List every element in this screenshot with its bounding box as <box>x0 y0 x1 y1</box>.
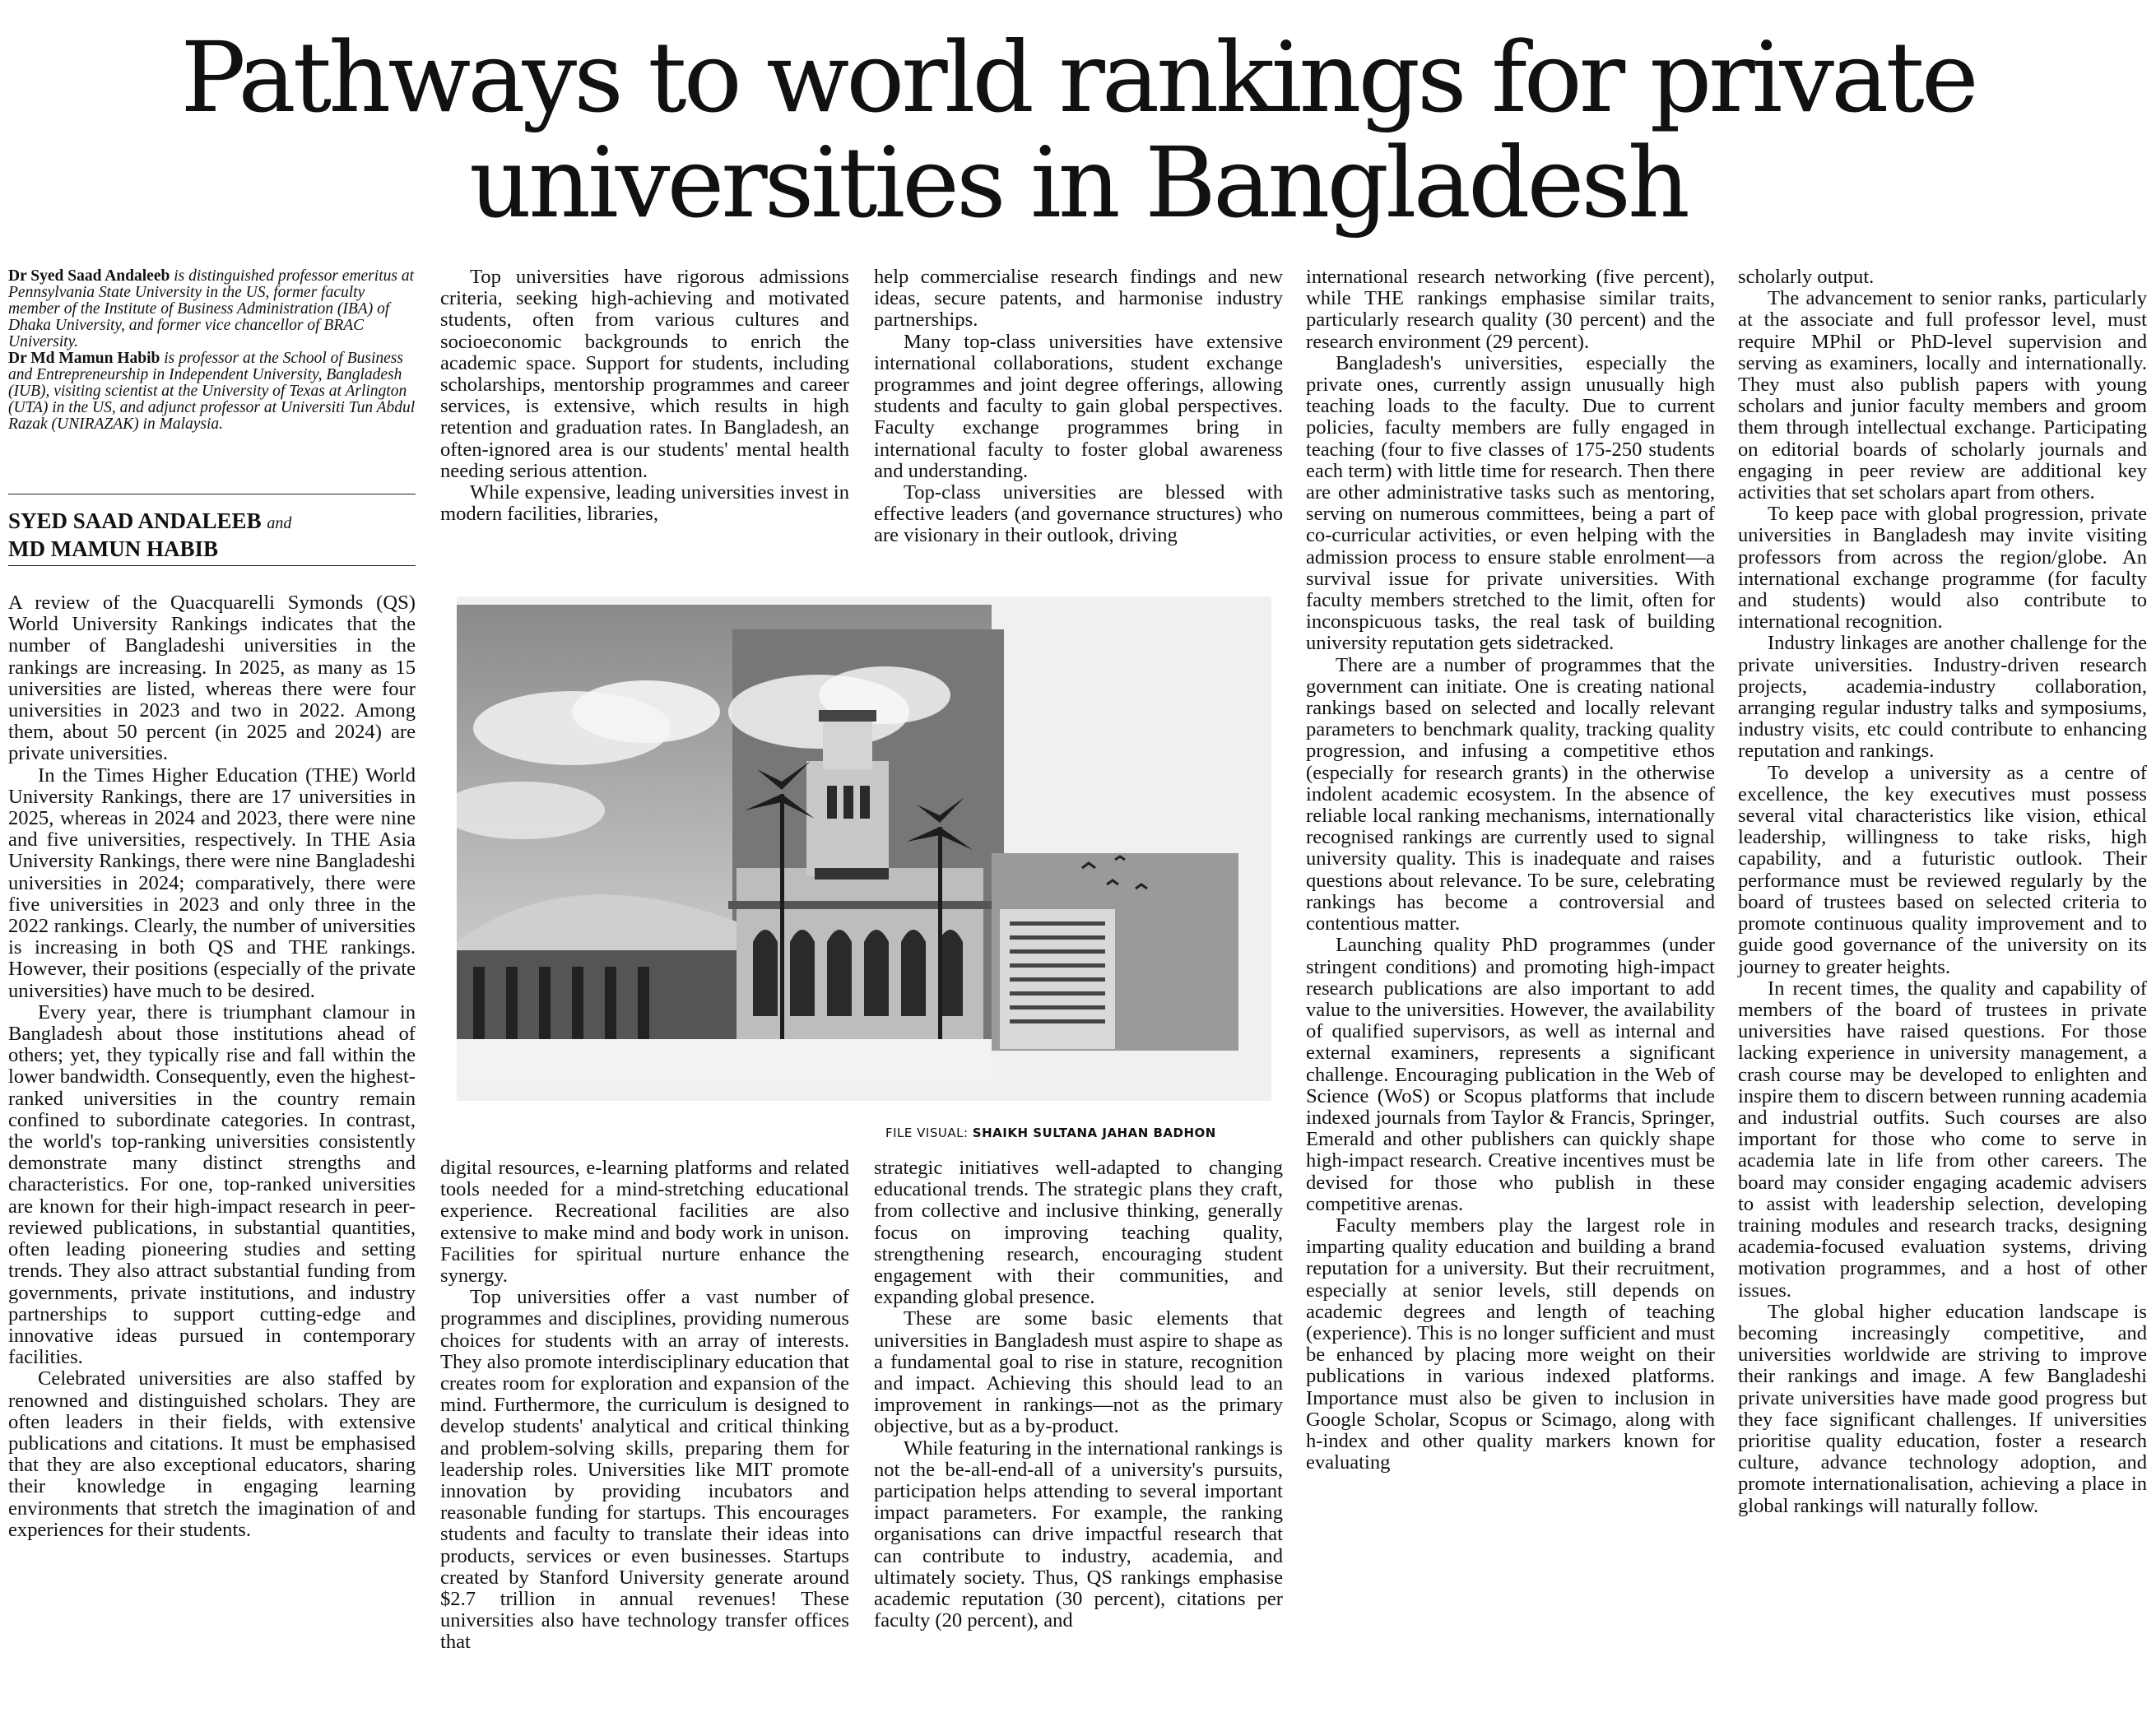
byline-author2: MD MAMUN HABIB <box>8 536 218 561</box>
column-5 <box>1738 267 2147 1517</box>
paragraph: The global higher education landscape is becoming increasingly competitive, and universities worldwide are striving to improve their rankings and image. A few Bangladeshi private universities have made good progress but they face significant challenges. If universities prioritise quality education, foster a research culture, advance technology adoption, and promote internationalisation, achieving a place in global rankings will naturally follow. <box>1738 1300 2147 1517</box>
paragraph: To keep pace with global progression, private universities in Bangladesh may invite visiting professors from across the region/globe. An international exchange programme (for faculty and students) would also contribute to international recognition. <box>1738 503 2147 634</box>
column-2-top <box>440 267 849 525</box>
paragraph: There are a number of programmes that the government can initiate. One is creating national rankings based on selected and locally relevant parameters to benchmark quality, tracking quality progression, and infusing a competitive ethos (especially for research grants) in the otherwise indolent academic ecosystem. In the absence of reliable local ranking mechanisms, internationally recognised rankings are currently used to signal university quality. This is inadequate and raises questions about relevance. To be sure, celebrating rankings has become a controversial and contentious matter. <box>1306 653 1715 935</box>
column-1 <box>8 592 416 1541</box>
byline-author1: SYED SAAD ANDALEEB <box>8 508 262 533</box>
column-3-bottom <box>874 1158 1283 1631</box>
paragraph: Industry linkages are another challenge for the private universities. Industry-driven research projects, academia-industry collaboration, arranging regular industry talks and symposiums, industry visits, etc could contribute to enhancing reputation and rankings. <box>1738 632 2147 763</box>
paragraph: Many top-class universities have extensive international collaborations, student exchange programmes and joint degree offerings, allowing students and faculty to gain global perspectives. Faculty exchange programmes bring in international faculty to foster global awareness and understanding. <box>874 330 1283 482</box>
byline-conjunction: and <box>267 514 292 532</box>
photo-illustration <box>457 596 1271 1101</box>
column-2-bottom <box>440 1158 849 1654</box>
paragraph: These are some basic elements that universities in Bangladesh must aspire to shape as a fundamental goal to rise in stature, recognition and impact. Achieving this should lead to an improvement in rankings—not as the primary objective, but as a by-product. <box>874 1307 1283 1438</box>
paragraph: Top universities have rigorous admissions criteria, seeking high-achieving and motivated students, often from various cultures and socioeconomic backgrounds to enrich the academic space. Support for students, including scholarships, mentorship programmes and career services, is extensive, which results in high retention and graduation rates. In Bangladesh, an often-ignored area is our students' mental health needing serious attention. <box>440 266 849 482</box>
paragraph: Top-class universities are blessed with effective leaders (and governance structures) who are visionary in their outlook, driving <box>874 481 1283 547</box>
column-4 <box>1306 267 1715 1474</box>
author2-bio-text: is professor at the School of Business and Entrepreneurship in Independent University, Bangladesh (IUB), visiting scientist at the University of Texas at Arlington (UTA) in the US, and adjunct professor at Universiti Tun Abdul Razak (UNIRAZAK) in Malaysia. <box>8 350 416 433</box>
column-3-top <box>874 267 1283 547</box>
photo-credit <box>885 1126 1216 1140</box>
paragraph: Celebrated universities are also staffed by renowned and distinguished scholars. They are often leaders in their fields, with extensive publications and citations. It must be emphasised that they are also exceptional educators, sharing their knowledge in engaging learning environments that stretch the imagination of and experiences for their students. <box>8 1367 416 1541</box>
author-bio <box>8 268 416 433</box>
paragraph: scholarly output. <box>1738 266 1875 288</box>
paragraph: international research networking (five percent), while THE rankings emphasise similar traits, particularly research quality (30 percent) and the research environment (29 percent). <box>1306 266 1715 353</box>
paragraph: strategic initiatives well-adapted to changing educational trends. The strategic plans they craft, from collective and inclusive thinking, generally focus on improving teaching quality, strengthening research, encouraging student engagement with their communities, and expanding global presence. <box>874 1157 1283 1309</box>
paragraph: In recent times, the quality and capability of members of the board of trustees in private universities have raised questions. For those lacking experience in university management, a crash course may be developed to enlighten and inspire them to discern between running academia and industrial outfits. Such courses are also important for those who come to serve in academia late in life from other careers. The board may consider engaging academic advisers to assist with leadership selection, developing training modules and research tracks, designing academia-focused evaluation systems, driving motivation programmes, and a host of other issues. <box>1738 977 2147 1302</box>
paragraph: To develop a university as a centre of excellence, the key executives must possess several vital characteristics like vision, ethical leadership, willingness to take risks, high capability, and a futuristic outlook. Their performance must be reviewed regularly by the board of trustees based on selected criteria to promote continuous quality improvement and to guide good governance of the university on its journey to greater heights. <box>1738 761 2147 978</box>
byline-bottom-rule <box>8 565 416 566</box>
modern-building <box>1000 909 1115 1049</box>
author2-bio-name: Dr Md Mamun Habib <box>8 350 160 367</box>
paragraph: help commercialise research findings and new ideas, secure patents, and harmonise industry partnerships. <box>874 266 1283 332</box>
university-collage-photo <box>457 596 1271 1101</box>
paragraph: digital resources, e-learning platforms and related tools needed for a mind-stretching educational experience. Recreational facilities are also extensive to make mind and body work in unison. Facilities for spiritual nurture enhance the synergy. <box>440 1157 849 1288</box>
paragraph: In the Times Higher Education (THE) World University Rankings, there are 17 universities in 2025, whereas in 2024 and 2023, there were nine and five universities, respectively. In THE Asia University Rankings, there were nine Bangladeshi universities in 2024; comparatively, there were five universities in 2023 and only three in the 2022 rankings. Clearly, the number of universities is increasing in both QS and THE rankings. However, their positions (especially of the private universities) have much to be desired. <box>8 764 416 1002</box>
author1-bio-text: is distinguished professor emeritus at Pennsylvania State University in the US, former faculty member of the Institute of Business Administration (IBA) of Dhaka University, and former vice chancellor of BRAC University. <box>8 267 414 350</box>
byline <box>8 508 416 562</box>
paragraph: The advancement to senior ranks, particularly at the associate and full professor level, must require MPhil or PhD-level supervision and serving as examiners, locally and internationally. They must also publish papers with young scholars and junior faculty members and groom them through intellectual exchange. Participating on editorial boards of scholarly journals and engaging in peer review are additional key activities that set scholars apart from others. <box>1738 287 2147 504</box>
photo-credit-name: SHAIKH SULTANA JAHAN BADHON <box>972 1126 1216 1140</box>
paragraph: Launching quality PhD programmes (under stringent conditions) and promoting high-impact research publications are also important to add value to the universities. However, the availability of qualified supervisors, as well as internal and external examiners, represents a significant challenge. Encouraging publication in the Web of Science (WoS) or Scopus platforms that include indexed journals from Taylor & Francis, Springer, Emerald and other publishers can quickly shape high-impact research. Creative incentives must be devised for those who publish in these competitive arenas. <box>1306 934 1715 1215</box>
paragraph: A review of the Quacquarelli Symonds (QS) World University Rankings indicates that the number of Bangladeshi universities in the rankings are increasing. In 2025, as many as 15 universities are listed, whereas there were four universities in 2023 and two in 2022. Among them, about 50 percent (in 2025 and 2024) are private universities. <box>8 592 416 765</box>
paragraph: While featuring in the international rankings is not the be-all-end-all of a university's pursuits, participation helps attending to several important impact parameters. For example, the ranking organisations can drive impactful research that can contribute to industry, academia, and ultimately society. Thus, QS rankings emphasise academic reputation (30 percent), citations per faculty (20 percent), and <box>874 1437 1283 1632</box>
paragraph: Top universities offer a vast number of programmes and disciplines, providing numerous choices for students with an array of interests. They also promote interdisciplinary education that creates room for exploration and expansion of the mind. Furthermore, the curriculum is designed to develop students' analytical and critical thinking and problem-solving skills, preparing them for leadership roles. Universities like MIT promote innovation by providing incubators and reasonable funding for startups. This encourages students and faculty to translate their ideas into products, services or even businesses. Startups created by Stanford University generate around $2.7 trillion in annual revenues! These universities also have technology transfer offices that <box>440 1286 849 1654</box>
paragraph: Every year, there is triumphant clamour in Bangladesh about those institutions ahead of others; yet, they typically rise and fall within the lower bandwidth. Consequently, even the highest-ranked universities in the country remain confined to subordinate categories. In contrast, the world's top-ranking universities consistently demonstrate many distinct strengths and characteristics. For one, top-ranked universities are known for their high-impact research in peer-reviewed publications, in substantial quantities, often leading pioneering studies and setting trends. They also attract substantial funding from governments, private institutions, and industry partnerships to support cutting-edge and innovative ideas pursued in contemporary facilities. <box>8 1000 416 1369</box>
headline: Pathways to world rankings for private universities in Bangladesh <box>180 21 1976 239</box>
author1-bio-name: Dr Syed Saad Andaleeb <box>8 267 170 285</box>
paragraph: Bangladesh's universities, especially the private ones, currently assign unusually high teaching loads to the faculty. Due to current policies, faculty members are fully engaged in teaching (four to five classes of 175-250 students each term) with little time for research. Then there are other administrative tasks such as mentoring, serving on numerous committees, being a part of co-curricular activities, or even helping with the admission process to ensure stable enrolment—a survival issue for private universities. With faculty members stretched to the limit, often for inconspicuous tasks, the real task of building university reputation gets sidetracked. <box>1306 351 1715 655</box>
paragraph: While expensive, leading universities invest in modern facilities, libraries, <box>440 481 849 526</box>
photo-credit-prefix: FILE VISUAL: <box>885 1126 969 1140</box>
paragraph: Faculty members play the largest role in imparting quality education and building a brand reputation for a university. But their recruitment, especially at senior levels, still depends on academic degrees and length of teaching (experience). This is no longer sufficient and must be enhanced by placing more weight on their publications in various indexed platforms. Importance must also be given to inclusion in Google Scholar, Scopus or Scimago, along with h-index and other quality markers known for evaluating <box>1306 1214 1715 1474</box>
